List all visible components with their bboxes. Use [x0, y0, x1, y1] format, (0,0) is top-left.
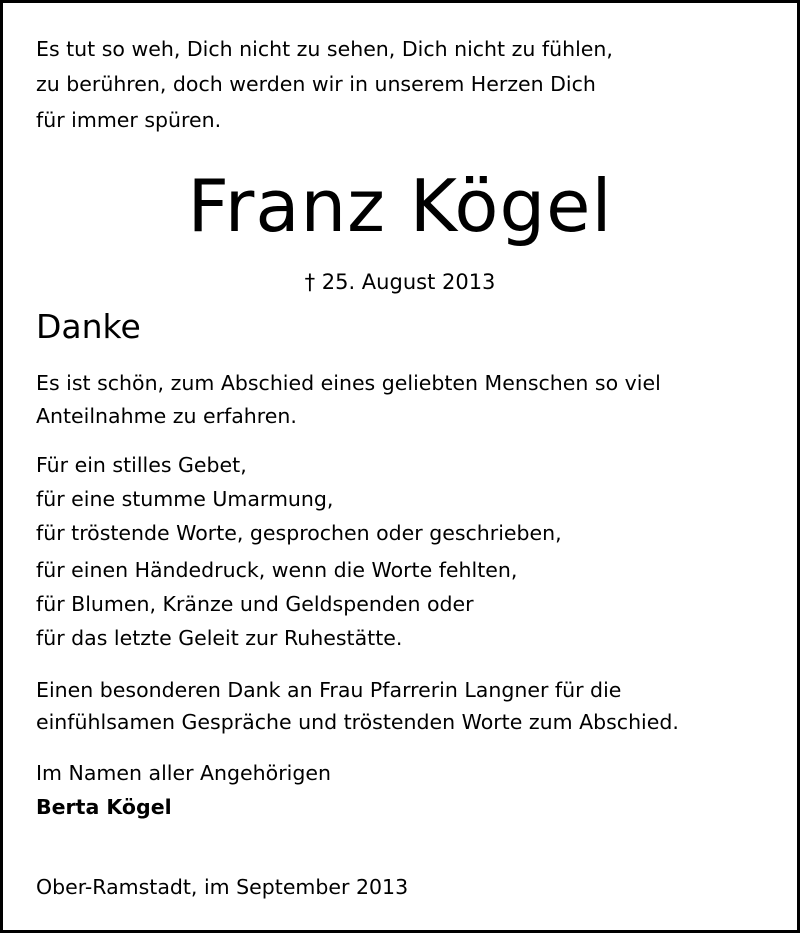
special-thanks-line: einfühlsamen Gespräche und tröstenden Worte zum Abschied.: [36, 710, 679, 734]
thanks-line: für tröstende Worte, gesprochen oder geschrieben,: [36, 521, 562, 545]
paragraph-line: Es ist schön, zum Abschied eines geliebten Menschen so viel: [36, 371, 661, 395]
thanks-line: für Blumen, Kränze und Geldspenden oder: [36, 592, 474, 616]
heading-danke: Danke: [36, 307, 141, 346]
thanks-line: für einen Händedruck, wenn die Worte fehlten,: [36, 558, 518, 582]
intro-line: zu berühren, doch werden wir in unserem Herzen Dich: [36, 72, 596, 96]
thanks-line: für eine stumme Umarmung,: [36, 487, 334, 511]
thanks-line: für das letzte Geleit zur Ruhestätte.: [36, 626, 403, 650]
signature-intro: Im Namen aller Angehörigen: [36, 761, 331, 785]
death-date: † 25. August 2013: [304, 270, 496, 294]
intro-line: Es tut so weh, Dich nicht zu sehen, Dich nicht zu fühlen,: [36, 37, 613, 61]
intro-line: für immer spüren.: [36, 108, 222, 132]
deceased-name: Franz Kögel: [187, 164, 613, 248]
signature-name: Berta Kögel: [36, 795, 172, 819]
special-thanks-line: Einen besonderen Dank an Frau Pfarrerin Langner für die: [36, 678, 622, 702]
thanks-line: Für ein stilles Gebet,: [36, 453, 247, 477]
place-date: Ober-Ramstadt, im September 2013: [36, 875, 409, 899]
paragraph-line: Anteilnahme zu erfahren.: [36, 404, 297, 428]
